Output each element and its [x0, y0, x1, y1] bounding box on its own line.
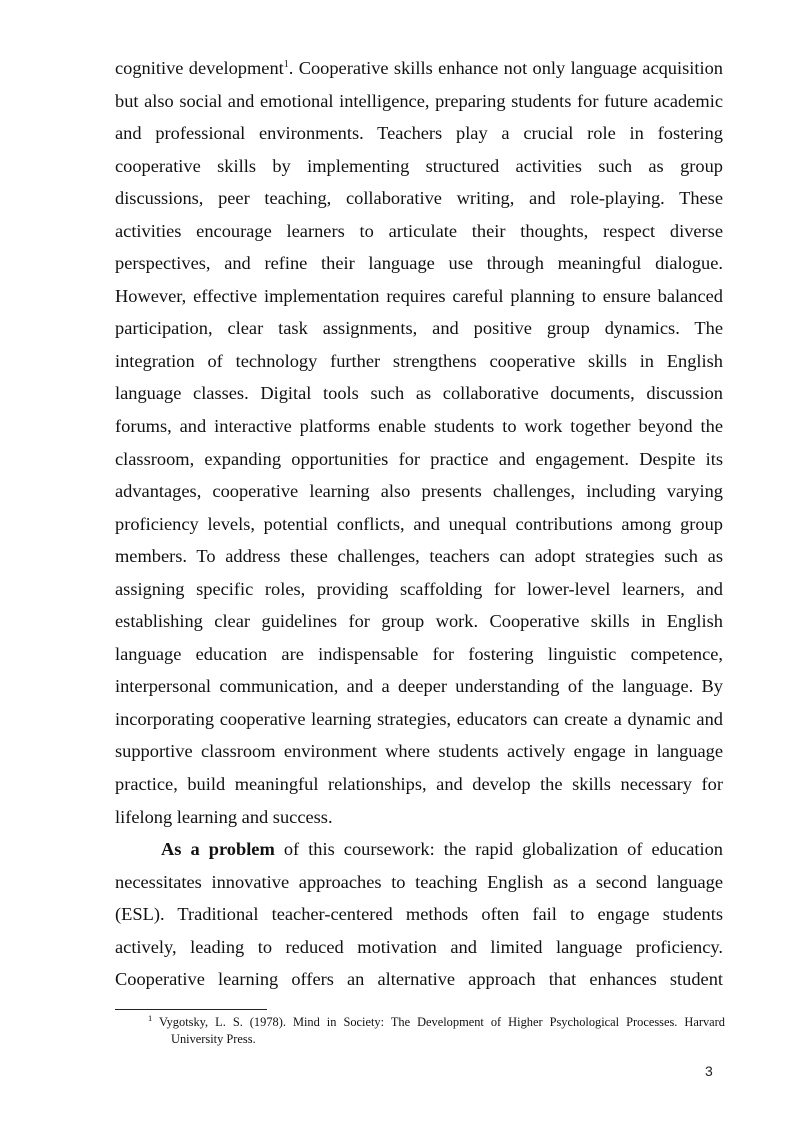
text-line: integration of technology further strengthens cooperative skills in English [115, 350, 723, 371]
text-line: participation, clear task assignments, and positive group dynamics. The [115, 318, 723, 339]
text-line: classroom, expanding opportunities for practice and engagement. Despite its [115, 448, 723, 469]
text-line: but also social and emotional intelligence, preparing students for future academic [115, 90, 723, 111]
page-number: 3 [705, 1063, 713, 1079]
text-line: interpersonal communication, and a deeper understanding of the language. By [115, 676, 723, 697]
footnote-marker: 1 [148, 1013, 153, 1023]
text-line: language education are indispensable for fostering linguistic competence, [115, 643, 723, 664]
text-line: discussions, peer teaching, collaborative writing, and role-playing. These [115, 188, 723, 209]
text-line: supportive classroom environment where students actively engage in language [115, 741, 723, 762]
text-line [115, 52, 723, 85]
text-segment: . Cooperative skills enhance not only language acquisition [288, 58, 723, 78]
footnote-separator [115, 1009, 267, 1010]
footnote-line [115, 1014, 725, 1031]
text-line: members. To address these challenges, teachers can adopt strategies such as [115, 546, 723, 567]
problem-paragraph-first-line [115, 833, 723, 866]
text-segment: of this coursework: the rapid globalization of education [274, 839, 723, 860]
text-line: assigning specific roles, providing scaffolding for lower-level learners, and [115, 578, 723, 599]
text-line: cooperative skills by implementing structured activities such as group [115, 155, 723, 176]
footnote [115, 1014, 725, 1047]
text-line: practice, build meaningful relationships, and develop the skills necessary for [115, 774, 723, 795]
paragraph-last-line: lifelong learning and success. [115, 806, 333, 827]
text-line: (ESL). Traditional teacher-centered methods often fail to engage students [115, 904, 723, 925]
text-line: However, effective implementation requires careful planning to ensure balanced [115, 285, 723, 306]
problem-lead: As a problem [161, 839, 275, 860]
text-line: establishing clear guidelines for group work. Cooperative skills in English [115, 611, 723, 632]
text-segment: cognitive development [115, 58, 284, 78]
text-line: necessitates innovative approaches to teaching English as a second language [115, 871, 723, 892]
text-line: language classes. Digital tools such as collaborative documents, discussion [115, 383, 723, 404]
footnote-reference: 1 [283, 59, 289, 70]
text-line: proficiency levels, potential conflicts, and unequal contributions among group [115, 513, 723, 534]
text-line: and professional environments. Teachers play a crucial role in fostering [115, 123, 723, 144]
text-line: incorporating cooperative learning strategies, educators can create a dynamic and [115, 708, 723, 729]
text-line: Cooperative learning offers an alternative approach that enhances student [115, 969, 723, 990]
text-line: forums, and interactive platforms enable students to work together beyond the [115, 416, 723, 437]
body-text [115, 52, 723, 996]
text-line: perspectives, and refine their language use through meaningful dialogue. [115, 253, 723, 274]
text-line: advantages, cooperative learning also presents challenges, including varying [115, 481, 723, 502]
text-line: activities encourage learners to articulate their thoughts, respect diverse [115, 220, 723, 241]
footnote-text: Vygotsky, L. S. (1978). Mind in Society: The Development of Higher Psychological Processes. Harvard [159, 1015, 725, 1029]
text-line: actively, leading to reduced motivation and limited language proficiency. [115, 936, 723, 957]
footnote-line: University Press. [171, 1031, 256, 1046]
